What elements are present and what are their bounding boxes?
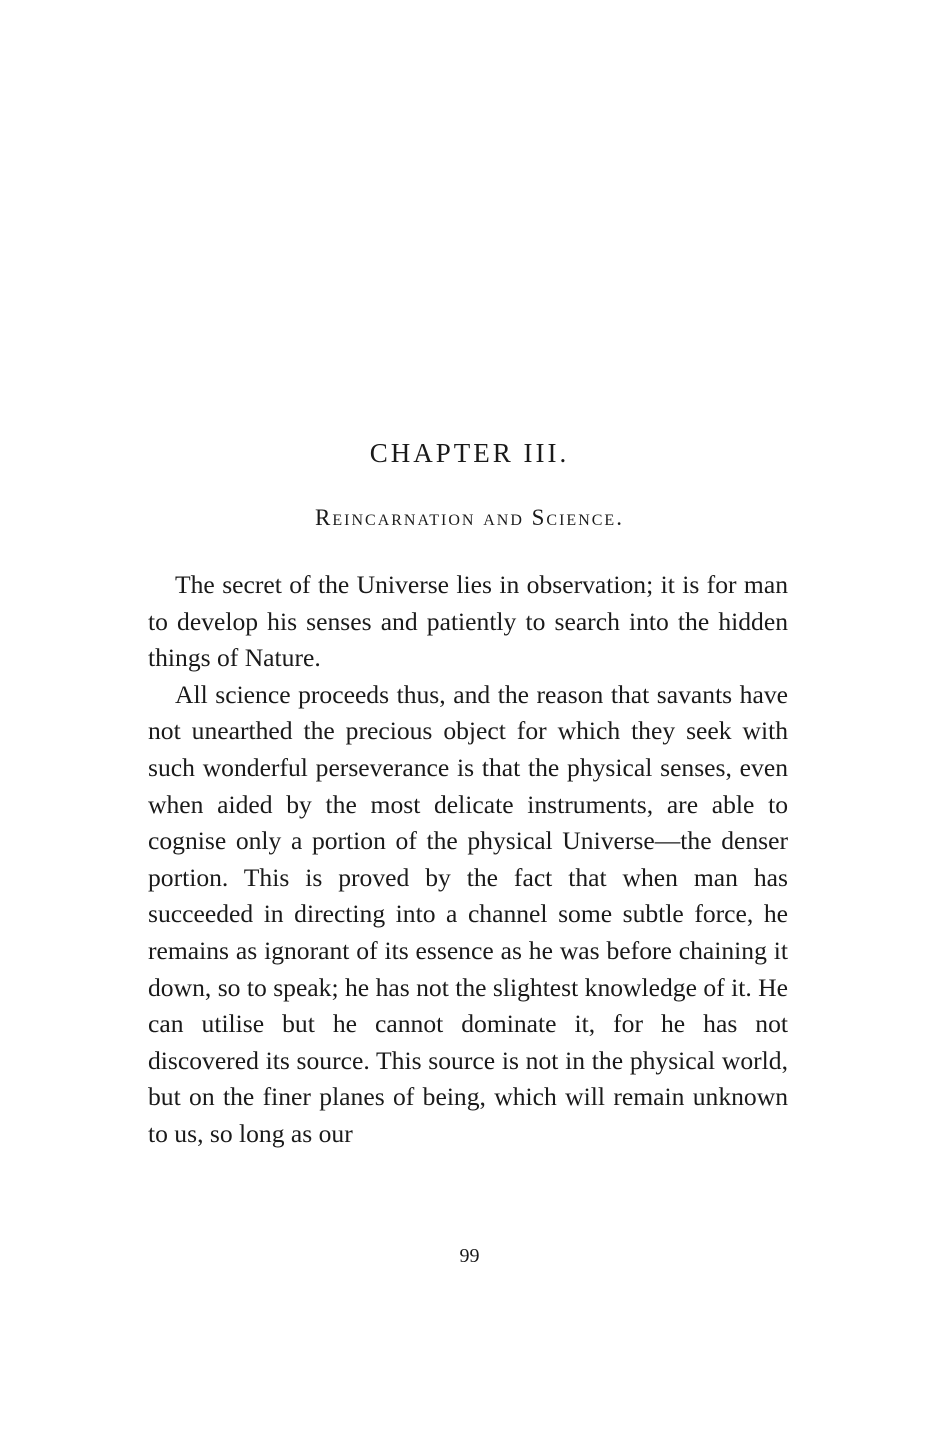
page-number: 99 [459, 1245, 480, 1267]
chapter-subtitle: Reincarnation and Science. [315, 505, 624, 530]
paragraph: All science proceeds thus, and the reason that savants have not unearthed the precious object for which they seek with such wonderful perseverance is that the physical senses, even when aided by the most delicate instruments, are able to cognise only a portion of the physical Universe—the denser portion. This is proved by the fact that when man has succeeded in directing into a channel some subtle force, he remains as ignorant of its essence as he was before chaining it down, so to speak; he has not the slightest knowledge of it. He can utilise but he cannot dominate it, for he has not discovered its source. This source is not in the physical world, but on the finer planes of being, which will remain unknown to us, so long as our [148, 679, 788, 1148]
paragraph: The secret of the Universe lies in observation; it is for man to develop his senses and patiently to search into the hidden things of Nature. [148, 570, 788, 673]
body-text [148, 567, 788, 1153]
chapter-title: CHAPTER III. [369, 438, 570, 468]
